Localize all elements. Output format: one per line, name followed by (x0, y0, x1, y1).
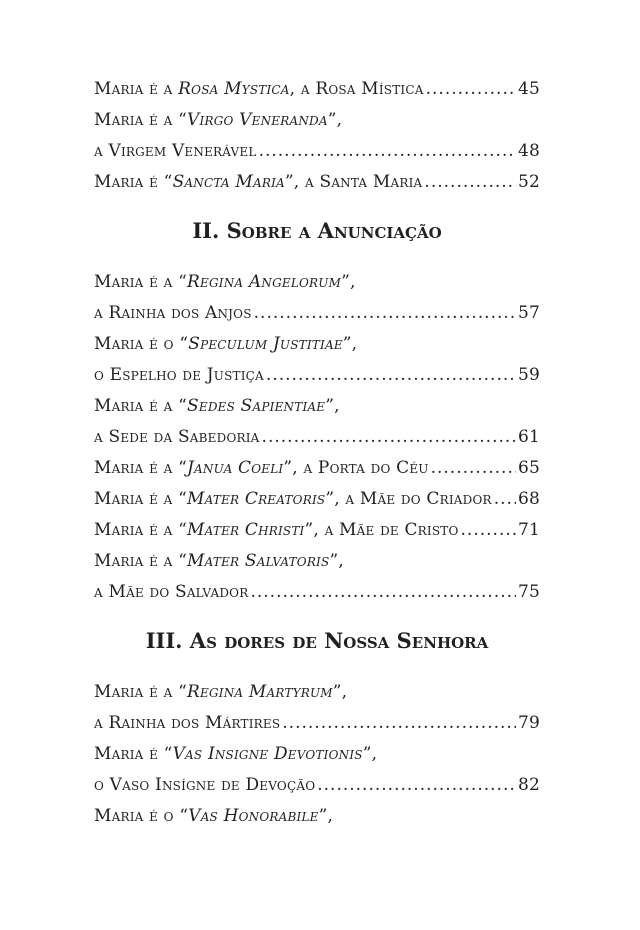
entry-text: Maria é a “ (94, 458, 188, 478)
section-heading: II. Sobre a Anunciação (192, 218, 442, 243)
toc-entry-line (94, 515, 540, 546)
latin-title: Janua Coeli (187, 458, 284, 478)
entry-title (94, 360, 264, 391)
entry-text: Maria é o “ (94, 334, 189, 354)
entry-title (94, 74, 424, 105)
toc-entry-line (94, 360, 540, 391)
toc-entry-line (94, 708, 540, 739)
entry-text: a Mãe do Salvador (94, 582, 249, 602)
toc-entry-line (94, 167, 540, 198)
toc-entry-line (94, 577, 540, 608)
entry-text-suffix: ”, (332, 682, 348, 702)
entry-title (94, 105, 342, 136)
entry-text: o Vaso Insígne de Devoção (94, 775, 316, 795)
toc-entry-line (94, 329, 540, 360)
page-number: 52 (517, 172, 540, 192)
dot-leader (262, 422, 516, 453)
entry-title (94, 708, 280, 739)
entry-title (94, 329, 357, 360)
page-number: 82 (517, 775, 540, 795)
entry-text: Maria é “ (94, 172, 173, 192)
latin-title: Rosa Mystica (178, 79, 290, 99)
toc-entry-line (94, 770, 540, 801)
toc-entry-line (94, 677, 540, 708)
latin-title: Mater Creatoris (187, 489, 326, 509)
entry-text-suffix: , a Rosa Mística (289, 79, 424, 99)
entry-text: Maria é a “ (94, 551, 188, 571)
toc-entry-line (94, 391, 540, 422)
entry-title (94, 298, 252, 329)
latin-title: Mater Christi (187, 520, 305, 540)
entry-title (94, 515, 459, 546)
page-number: 57 (517, 303, 540, 323)
latin-title: Vas Honorabile (188, 806, 319, 826)
toc-entry-line (94, 298, 540, 329)
entry-title (94, 167, 422, 198)
entry-text-suffix: ”, (325, 396, 340, 416)
page-number: 65 (517, 458, 540, 478)
entry-title (94, 484, 492, 515)
toc-entry-line (94, 422, 540, 453)
entry-text-suffix: ”, a Porta do Céu (283, 458, 429, 478)
page-number: 48 (517, 141, 540, 161)
page-number: 79 (517, 713, 540, 733)
dot-leader (317, 770, 516, 801)
page-number: 59 (517, 365, 540, 385)
entry-text-suffix: ”, a Santa Maria (284, 172, 423, 192)
toc-entry-line (94, 105, 540, 136)
entry-text-suffix: ”, (342, 334, 358, 354)
toc-entry-line (94, 453, 540, 484)
entry-title (94, 770, 315, 801)
entry-title (94, 422, 260, 453)
toc-entry-line (94, 801, 540, 832)
latin-title: Virgo Veneranda (187, 110, 328, 130)
dot-leader (424, 167, 516, 198)
dot-leader (266, 360, 516, 391)
section-heading: III. As dores de Nossa Senhora (145, 628, 489, 653)
toc-entry-line (94, 74, 540, 105)
entry-text: a Rainha dos Anjos (94, 303, 252, 323)
entry-title (94, 267, 356, 298)
toc-entry-line (94, 136, 540, 167)
entry-text-suffix: ”, a Mãe de Cristo (304, 520, 459, 540)
dot-leader (250, 577, 516, 608)
latin-title: Speculum Justitiae (188, 334, 343, 354)
entry-text-suffix: ”, (341, 272, 356, 292)
entry-text-suffix: ”, (362, 744, 378, 764)
entry-title (94, 739, 377, 770)
entry-text: a Virgem Venerável (94, 141, 257, 161)
latin-title: Mater Salvatoris (187, 551, 330, 571)
entry-text-suffix: ”, (329, 551, 344, 571)
page-number: 71 (517, 520, 540, 540)
latin-title: Vas Insigne Devotionis (172, 744, 363, 764)
entry-title (94, 677, 347, 708)
entry-title (94, 136, 257, 167)
dot-leader (426, 74, 516, 105)
entry-text: o Espelho de Justiça (94, 365, 264, 385)
toc-entry-line (94, 546, 540, 577)
entry-text: a Rainha dos Mártires (94, 713, 281, 733)
entry-text: Maria é a “ (94, 110, 188, 130)
page-number: 68 (517, 489, 540, 509)
dot-leader (461, 515, 516, 546)
page-number: 61 (517, 427, 540, 447)
entry-text: Maria é “ (94, 744, 173, 764)
latin-title: Sedes Sapientiae (187, 396, 326, 416)
entry-title (94, 801, 333, 832)
entry-text: Maria é a (94, 79, 179, 99)
entry-title (94, 577, 248, 608)
entry-text: Maria é o “ (94, 806, 189, 826)
toc-entry-line (94, 484, 540, 515)
entry-text: Maria é a “ (94, 520, 188, 540)
toc-entry-line (94, 267, 540, 298)
entry-text-suffix: ”, a Mãe do Criador (325, 489, 492, 509)
entry-text-suffix: ”, (327, 110, 343, 130)
page-number: 75 (517, 582, 540, 602)
entry-text-suffix: ”, (318, 806, 334, 826)
latin-title: Regina Martyrum (187, 682, 333, 702)
entry-text: Maria é a “ (94, 396, 188, 416)
entry-title (94, 453, 429, 484)
page-number: 45 (517, 79, 540, 99)
dot-leader (431, 453, 516, 484)
dot-leader (494, 484, 516, 515)
toc-entry-line (94, 739, 540, 770)
dot-leader (259, 136, 516, 167)
latin-title: Regina Angelorum (187, 272, 342, 292)
entry-text: Maria é a “ (94, 489, 188, 509)
table-of-contents (94, 74, 540, 832)
dot-leader (254, 298, 516, 329)
entry-text: Maria é a “ (94, 272, 188, 292)
dot-leader (282, 708, 516, 739)
latin-title: Sancta Maria (172, 172, 285, 192)
entry-text: a Sede da Sabedoria (94, 427, 260, 447)
entry-text: Maria é a “ (94, 682, 188, 702)
entry-title (94, 546, 344, 577)
entry-title (94, 391, 340, 422)
